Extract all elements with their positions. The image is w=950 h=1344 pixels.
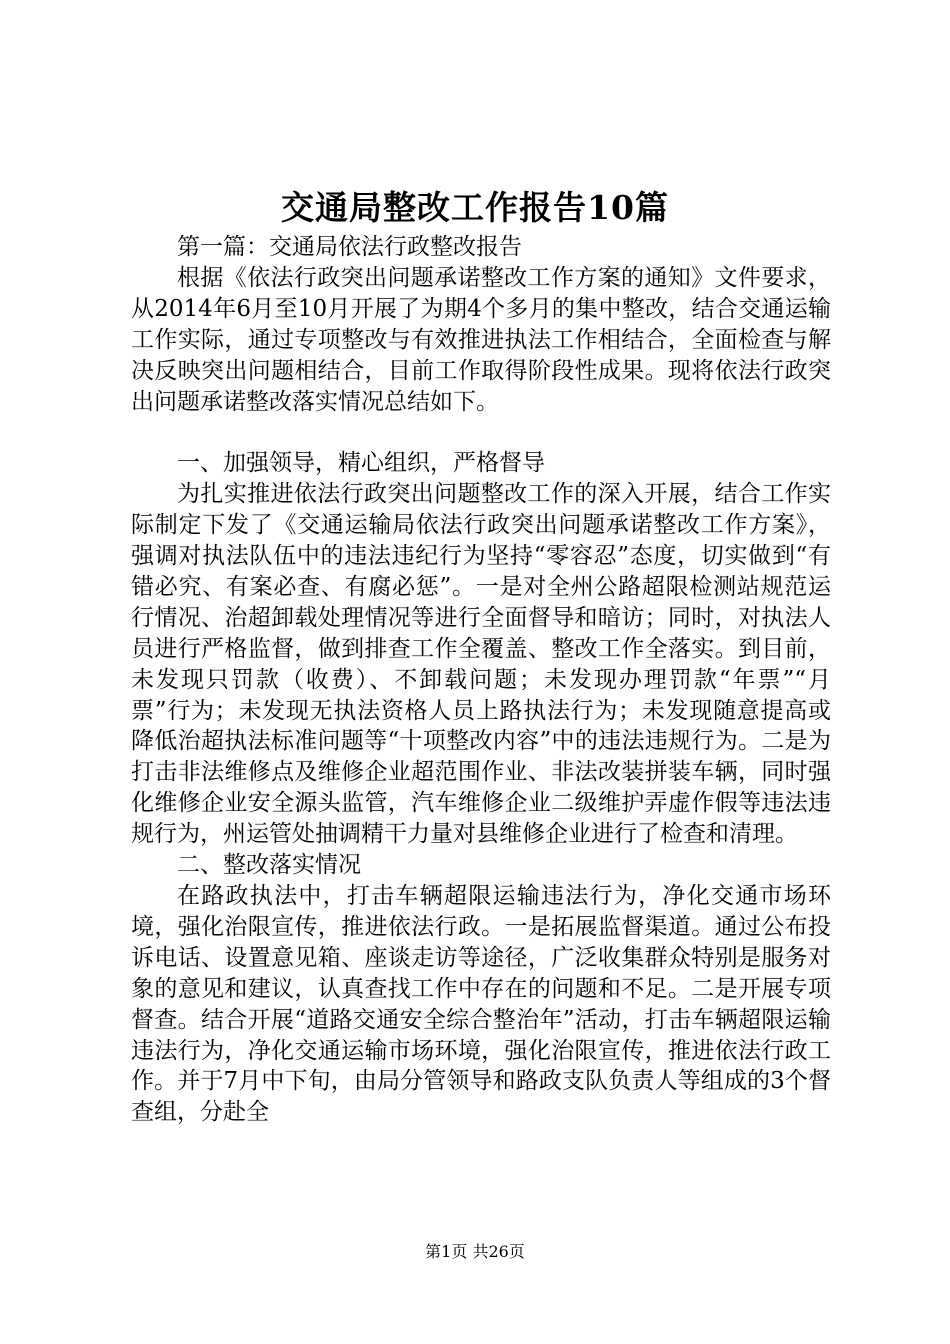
document-title: 交通局整改工作报告10篇 (281, 188, 669, 227)
document-body (131, 232, 831, 1128)
paragraph-section-two: 在路政执法中，打击车辆超限运输违法行为，净化交通市场环境，强化治限宣传，推进依法行政。一是拓展监督渠道。通过公布投诉电话、设置意见箱、座谈走访等途径，广泛收集群众特别是服务对象的意见和建议，认真查找工作中存在的问题和不足。二是开展专项督查。结合开展“道路交通安全综合整治年”活动，打击车辆超限运输违法行为，净化交通运输市场环境，强化治限宣传，推进依法行政工作。并于7月中下旬，由局分管领导和路政支队负责人等组成的3个督查组，分赴全 (131, 883, 831, 1126)
paragraph-intro: 根据《依法行政突出问题承诺整改工作方案的通知》文件要求，从2014年6月至10月开展了为期4个多月的集中整改，结合交通运输工作实际，通过专项整改与有效推进执法工作相结合，全面检查与解决反映突出问题相结合，目前工作取得阶段性成果。现将依法行政突出问题承诺整改落实情况总结如下。 (131, 264, 831, 415)
paragraph-section-one: 为扎实推进依法行政突出问题整改工作的深入开展，结合工作实际制定下发了《交通运输局依法行政突出问题承诺整改工作方案》，强调对执法队伍中的违法违纪行为坚持“零容忍”态度，切实做到“有错必究、有案必查、有腐必惩”。一是对全州公路超限检测站规范运行情况、治超卸载处理情况等进行全面督导和暗访；同时，对执法人员进行严格监督，做到排查工作全覆盖、整改工作全落实。到目前，未发现只罚款（收费）、不卸载问题；未发现办理罚款“年票”“月票”行为；未发现无执法资格人员上路执法行为；未发现随意提高或降低治超执法标准问题等“十项整改内容”中的违法违规行为。二是为打击非法维修点及维修企业超范围作业、非法改装拼装车辆，同时强化维修企业安全源头监管，汽车维修企业二级维护弄虚作假等违法违规行为，州运管处抽调精干力量对县维修企业进行了检查和清理。 (131, 481, 831, 848)
section-heading-one: 一、加强领导，精心组织，严格督导 (177, 450, 545, 477)
section-heading-two: 二、整改落实情况 (177, 852, 361, 879)
page-footer: 第1页 共26页 (425, 1242, 525, 1261)
section-heading-part-one: 第一篇：交通局依法行政整改报告 (177, 234, 522, 260)
paragraph-spacer (131, 417, 831, 448)
